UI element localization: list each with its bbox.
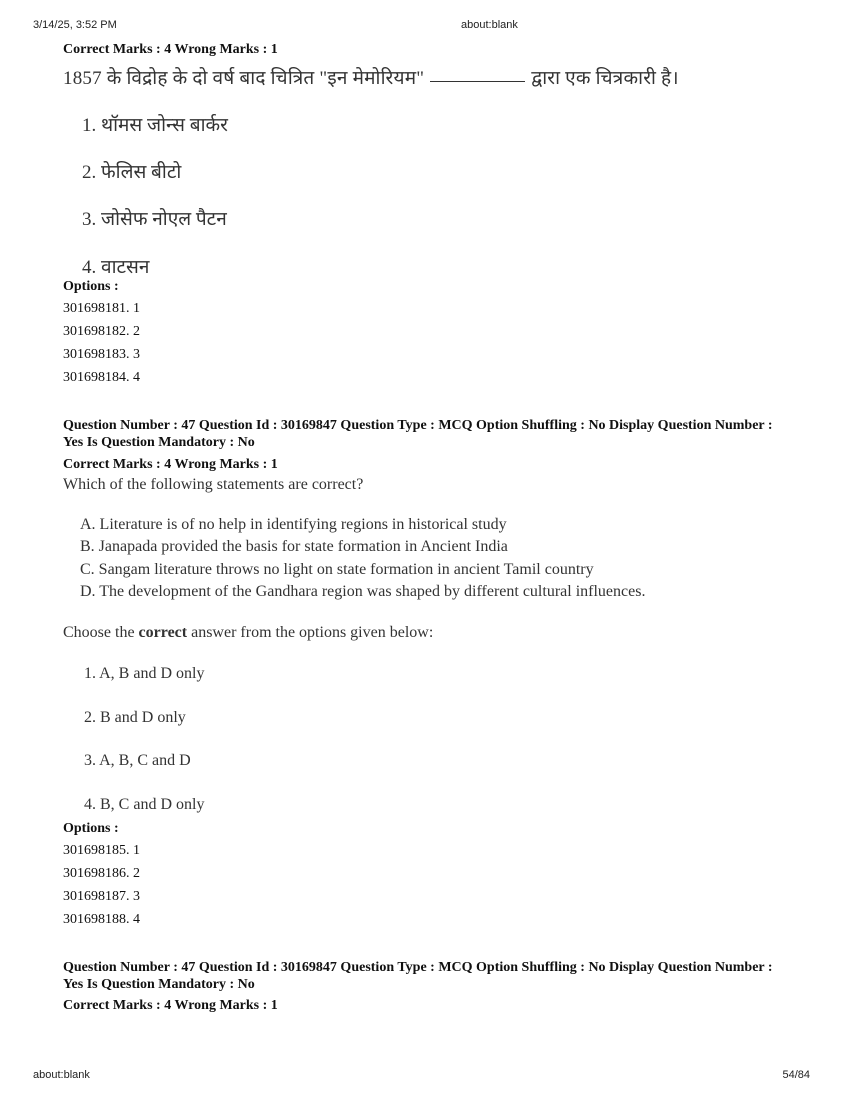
print-footer-url: about:blank xyxy=(33,1069,90,1081)
choice-1: 1. A, B and D only xyxy=(84,665,205,682)
option-id-4: 301698188. 4 xyxy=(63,912,140,927)
instruction-bold-word: correct xyxy=(138,624,188,641)
option-id-1: 301698181. 1 xyxy=(63,301,140,316)
instruction-after: answer from the options given below: xyxy=(191,624,434,641)
print-footer xyxy=(0,1069,850,1083)
instruction-text xyxy=(63,624,433,642)
choice-3: 3. जोसेफ नोएल पैटन xyxy=(82,209,227,230)
print-page-url: about:blank xyxy=(461,19,518,31)
marks-line: Correct Marks : 4 Wrong Marks : 1 xyxy=(63,42,278,57)
statement-c: C. Sangam literature throws no light on state formation in ancient Tamil country xyxy=(80,561,594,578)
question-text-hindi xyxy=(63,64,679,90)
statement-d: D. The development of the Gandhara region was shaped by different cultural influences. xyxy=(80,583,646,600)
option-id-3: 301698187. 3 xyxy=(63,889,140,904)
marks-line: Correct Marks : 4 Wrong Marks : 1 xyxy=(63,998,278,1013)
choice-2: 2. फेलिस बीटो xyxy=(82,162,182,183)
print-header xyxy=(0,19,850,33)
question-meta: Question Number : 47 Question Id : 30169847 Question Type : MCQ Option Shuffling : No Display Question Number : Yes Is Question Mandatory : No xyxy=(63,960,773,992)
choice-4: 4. वाटसन xyxy=(82,257,150,278)
option-id-2: 301698186. 2 xyxy=(63,866,140,881)
choice-4: 4. B, C and D only xyxy=(84,796,205,813)
page-counter: 54/84 xyxy=(782,1069,810,1081)
print-datetime: 3/14/25, 3:52 PM xyxy=(33,19,117,31)
option-id-2: 301698182. 2 xyxy=(63,324,140,339)
options-label: Options : xyxy=(63,821,119,836)
question-text-after-blank: द्वारा एक चित्रकारी है। xyxy=(531,68,679,89)
options-label: Options : xyxy=(63,279,119,294)
fill-in-blank xyxy=(430,81,525,82)
instruction-before: Choose the xyxy=(63,624,135,641)
question-text: Which of the following statements are correct? xyxy=(63,476,364,493)
choice-3: 3. A, B, C and D xyxy=(84,752,191,769)
option-id-1: 301698185. 1 xyxy=(63,843,140,858)
statement-a: A. Literature is of no help in identifying regions in historical study xyxy=(80,516,507,533)
choice-2: 2. B and D only xyxy=(84,709,186,726)
option-id-3: 301698183. 3 xyxy=(63,347,140,362)
question-meta: Question Number : 47 Question Id : 30169847 Question Type : MCQ Option Shuffling : No Display Question Number : Yes Is Question Mandatory : No xyxy=(63,418,773,450)
statement-b: B. Janapada provided the basis for state formation in Ancient India xyxy=(80,538,508,555)
option-id-4: 301698184. 4 xyxy=(63,370,140,385)
marks-line: Correct Marks : 4 Wrong Marks : 1 xyxy=(63,457,278,472)
choice-1: 1. थॉमस जोन्स बार्कर xyxy=(82,115,228,136)
question-text-before-blank: 1857 के विद्रोह के दो वर्ष बाद चित्रित "इन मेमोरियम" xyxy=(63,68,425,89)
